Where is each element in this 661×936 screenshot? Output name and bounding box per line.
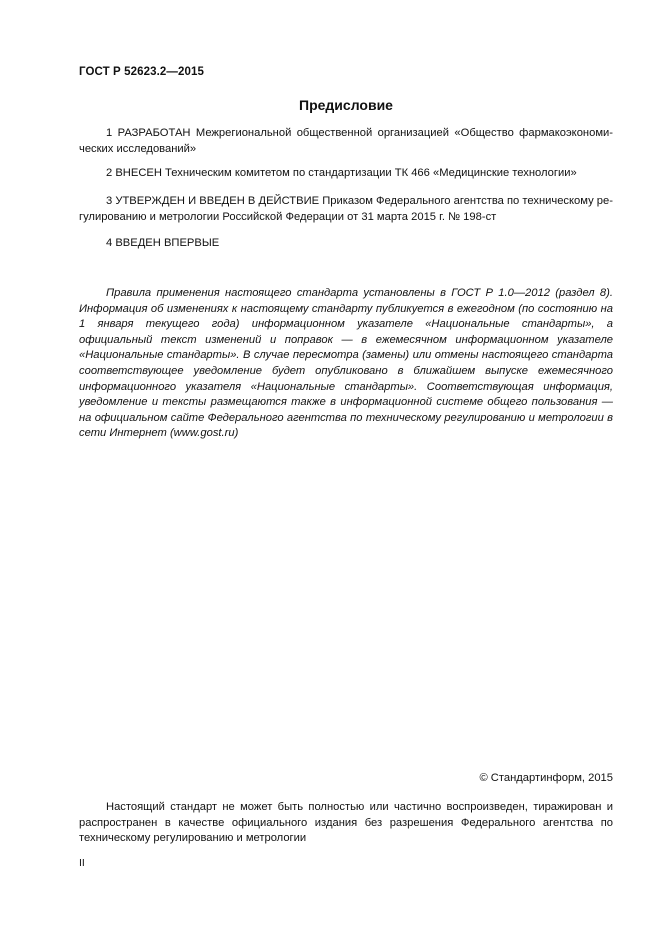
document-code: ГОСТ Р 52623.2—2015	[79, 66, 204, 78]
paragraph-developed-by: 1 РАЗРАБОТАН Межрегиональной общественной организацией «Общество фармакоэкономических исследований»	[79, 127, 613, 155]
paragraph-approved: 3 УТВЕРЖДЕН И ВВЕДЕН В ДЕЙСТВИЕ Приказом Федерального агентства по техническому регулированию и метрологии Российской Федерации от 31 марта 2015 г. № 198-ст	[79, 195, 613, 223]
paragraph-submitted-by: 2 ВНЕСЕН Техническим комитетом по стандартизации ТК 466 «Медицинские технологии»	[106, 167, 577, 179]
page-number: II	[79, 857, 85, 869]
paragraph-first-introduced: 4 ВВЕДЕН ВПЕРВЫЕ	[106, 237, 220, 249]
page-title: Предисловие	[299, 97, 393, 113]
application-rules-note: Правила применения настоящего стандарта установлены в ГОСТ Р 1.0—2012 (раздел 8). Информация об изменениях к настоящему стандарту публикуется в ежегодном (по состоянию на 1 января текущего года) информационном указателе «Национальные стандарты», а официальный текст изменений и поправок — в ежемесячном информационном указателе «Национальные стандарты». В случае пересмотра (замены) или отмены настоящего стандарта соответствующее уведомление будет опубликовано в ближайшем выпуске ежемесячного информационного указателя «Национальные стандарты». Соответствующая информация, уведомление и тексты размещаются также в информационной системе общего пользования — на официальном сайте Федерального агентства по техническому регулированию и метрологии в сети Интернет (www.gost.ru)	[79, 287, 613, 440]
reproduction-notice: Настоящий стандарт не может быть полностью или частично воспроизведен, тиражирован и распространен в качестве официального издания без разрешения Федерального агентства по техническому регулированию и метрологии	[79, 801, 613, 845]
copyright-line: © Стандартинформ, 2015	[479, 772, 613, 784]
